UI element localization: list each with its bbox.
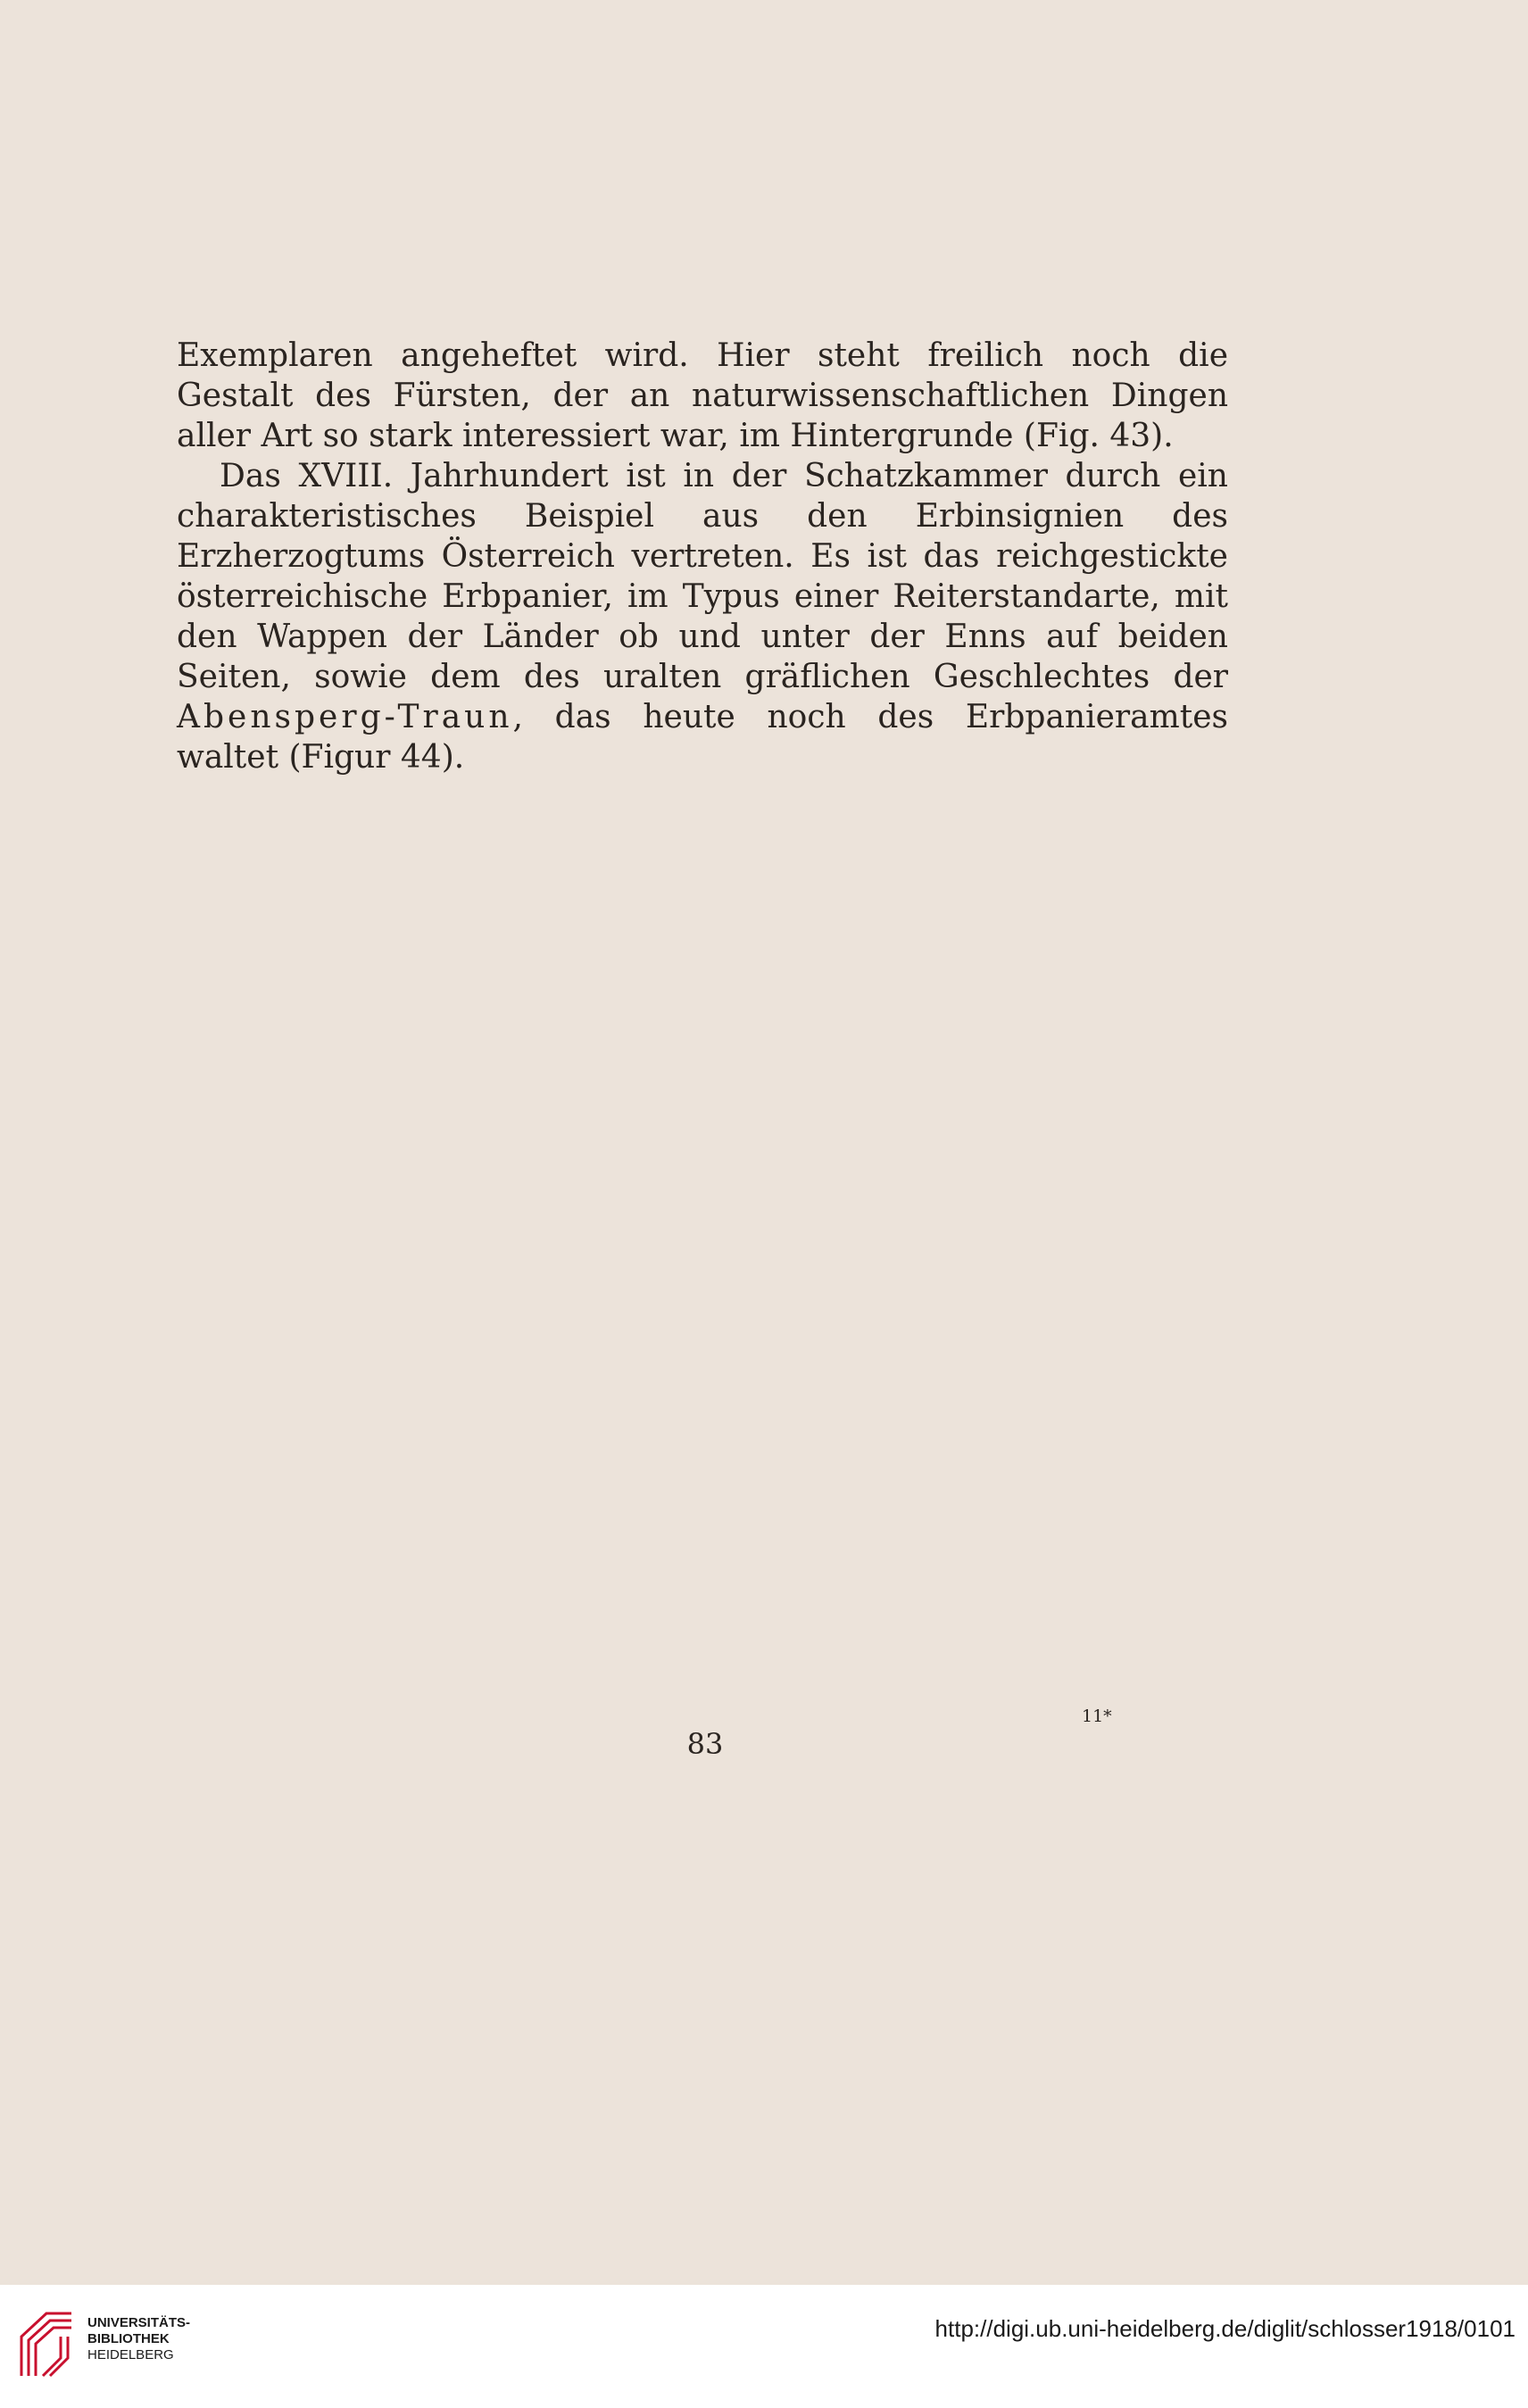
source-url-link[interactable]: http://digi.ub.uni-heidelberg.de/diglit/schlosser1918/0101 <box>934 2315 1516 2342</box>
paragraph-2-text: Das XVIII. Jahrhundert ist in der Schatzkammer durch ein charakteristisches Beispiel aus den Erbinsignien des Erzherzogtums Österreich vertreten. Es ist das reichgestickte österreichische Erbpanier, im Typus einer Reiterstandarte, mit den Wappen der Länder ob und unter der Enns auf beiden Seiten, sowie dem des uralten gräflichen Geschlechtes der <box>177 458 1228 695</box>
paragraph-2-ending: , das heute noch des Erbpanieramtes waltet (Figur 44). <box>177 699 1228 776</box>
library-logo-icon <box>16 2301 79 2381</box>
library-name-line-3: HEIDELBERG <box>87 2347 174 2362</box>
library-name-line-2: BIBLIOTHEK <box>87 2331 170 2346</box>
signature-mark: 11* <box>1082 1706 1112 1726</box>
family-name: Abensperg-Traun <box>177 699 513 735</box>
footer-bar <box>0 2285 1528 2408</box>
library-name <box>87 2315 190 2363</box>
page-number: 83 <box>686 1727 724 1761</box>
paragraph-1: Exemplaren angeheftet wird. Hier steht freilich noch die Gestalt des Fürsten, der an naturwissenschaftlichen Dingen aller Art so stark interessiert war, im Hintergrunde (Fig. 43). <box>177 337 1228 454</box>
paragraph-2 <box>177 456 1228 777</box>
library-name-line-1: UNIVERSITÄTS- <box>87 2315 191 2330</box>
body-text <box>177 336 1228 777</box>
